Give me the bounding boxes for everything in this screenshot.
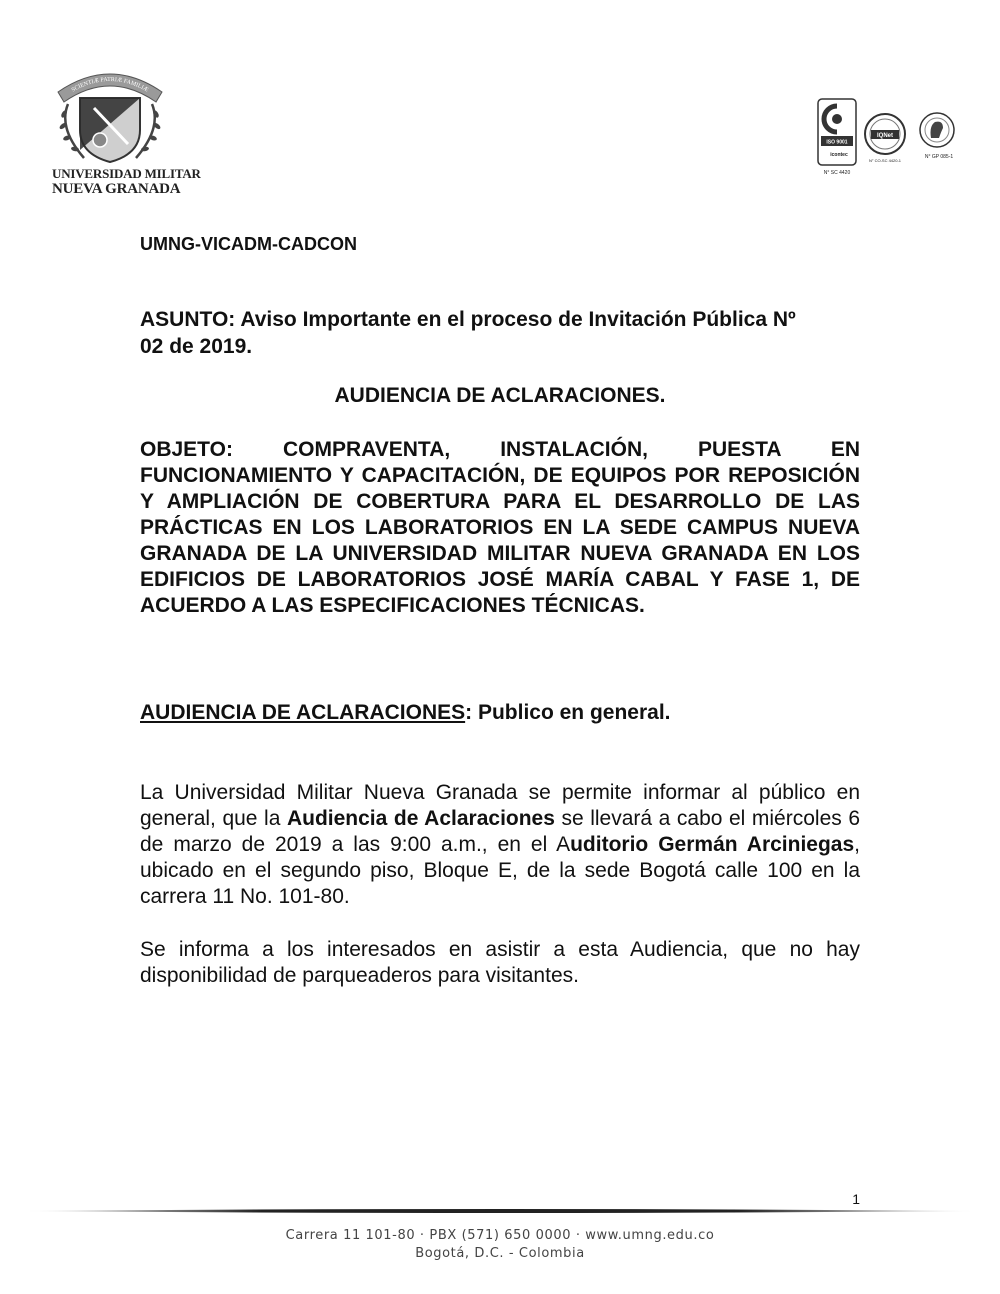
footer-city: Bogotá, D.C. - Colombia xyxy=(415,1246,585,1261)
certification-seals xyxy=(815,96,960,176)
para1-text-c: se llevará a cabo el miércoles 6 de marzo de 2019 a las 9:00 a.m., en el A xyxy=(140,807,860,856)
info-paragraph-2: Se informa a los interesados en asistir a esta Audiencia, que no hay disponibilidad de parqueaderos para visitantes. xyxy=(140,938,860,987)
university-crest-icon xyxy=(44,58,176,166)
cert2-number: N° CO-SC 4420-1 xyxy=(868,158,902,163)
footer-address: Carrera 11 101-80 · PBX (571) 650 0000 · www.umng.edu.co xyxy=(285,1228,715,1243)
audiencia-suffix: : Publico en general. xyxy=(465,701,671,724)
audiencia-title: AUDIENCIA DE ACLARACIONES. xyxy=(334,384,666,407)
objeto-paragraph: OBJETO: COMPRAVENTA, INSTALACIÓN, PUESTA EN FUNCIONAMIENTO Y CAPACITACIÓN, DE EQUIPOS POR REPOSICIÓN Y AMPLIACIÓN DE COBERTURA PARA EL DESARROLLO DE LAS PRÁCTICAS EN LOS LABORATORIOS EN LA SEDE CAMPUS NUEVA GRANADA DE LA UNIVERSIDAD MILITAR NUEVA GRANADA EN LOS EDIFICIOS DE LABORATORIOS JOSÉ MARÍA CABAL Y FASE 1, DE ACUERDO A LAS ESPECIFICACIONES TÉCNICAS. xyxy=(140,438,860,617)
cert2-brand: IQNet xyxy=(876,133,894,139)
page-number: 1 xyxy=(852,1191,860,1207)
iqnet-seal-icon xyxy=(865,114,905,163)
asunto-line2: 02 de 2019. xyxy=(140,335,253,358)
university-logo xyxy=(44,58,201,203)
logo-name-line2: NUEVA GRANADA xyxy=(52,181,181,197)
asunto-line1: ASUNTO: Aviso Importante en el proceso de Invitación Pública Nº xyxy=(140,308,796,331)
audiencia-label: AUDIENCIA DE ACLARACIONES xyxy=(140,701,466,724)
cert3-number: N° GP 085-1 xyxy=(924,154,954,160)
para1-text-e: , ubicado en el segundo piso, Bloque E, de la sede Bogotá calle 100 en la carrera 11 No. 101-80. xyxy=(140,833,861,908)
logo-motto: SCIENTIÆ PATRIÆ FAMILIÆ xyxy=(70,76,150,94)
asunto-heading xyxy=(140,306,860,360)
para1-text-a: La Universidad Militar Nueva Granada se permite informar al público en general, que la xyxy=(140,781,860,830)
para1-bold-auditorio: uditorio Germán Arciniegas xyxy=(570,833,855,856)
info-paragraph-1 xyxy=(140,780,860,910)
icontec-iso-seal-icon xyxy=(818,99,856,176)
para1-bold-audiencia: Audiencia de Aclaraciones xyxy=(286,807,555,830)
footer-divider xyxy=(24,1207,976,1215)
audiencia-general-heading xyxy=(140,701,860,725)
cert1-label: ISO 9001 xyxy=(826,139,848,146)
cert1-brand: icontec xyxy=(830,152,848,158)
logo-name-line1: UNIVERSIDAD MILITAR xyxy=(52,166,201,181)
gp-seal-icon xyxy=(920,113,954,160)
document-reference: UMNG-VICADM-CADCON xyxy=(140,234,357,254)
cert1-number: N° SC 4420 xyxy=(823,170,851,176)
